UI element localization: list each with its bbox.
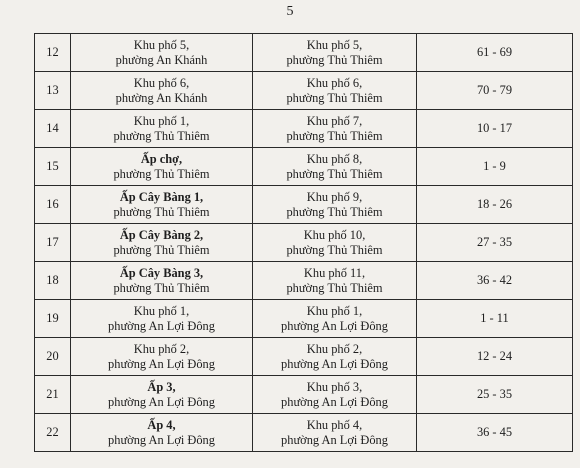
- page-number: 5: [286, 4, 294, 19]
- row-number-cell: 18: [35, 262, 71, 300]
- new-name-line1: Khu phố 7,: [306, 113, 363, 128]
- row-number-cell: 17: [35, 224, 71, 262]
- old-name-cell: [71, 186, 253, 224]
- table-row: [35, 300, 573, 338]
- old-name-cell: [71, 300, 253, 338]
- old-name-cell: [71, 224, 253, 262]
- new-name-cell: [253, 224, 417, 262]
- new-name-cell: [253, 72, 417, 110]
- old-name-line1: Ấp Cây Bàng 2,: [119, 227, 204, 242]
- new-name-cell: [253, 34, 417, 72]
- new-name-line1: Khu phố 5,: [306, 37, 363, 52]
- row-number-cell: 13: [35, 72, 71, 110]
- new-name-line2: phường Thủ Thiêm: [286, 280, 383, 295]
- old-name-line1: Ấp Cây Bàng 3,: [119, 265, 204, 280]
- new-name-cell: [253, 300, 417, 338]
- row-number-cell: 21: [35, 376, 71, 414]
- old-name-line1: Ấp Cây Bàng 1,: [119, 189, 204, 204]
- new-name-line1: Khu phố 9,: [306, 189, 363, 204]
- new-name-cell: [253, 376, 417, 414]
- old-name-line1: Khu phố 2,: [133, 341, 190, 356]
- new-name-cell: [253, 186, 417, 224]
- old-name-cell: [71, 72, 253, 110]
- old-name-line2: phường An Khánh: [115, 90, 208, 105]
- table-row: [35, 414, 573, 452]
- old-name-line1: Khu phố 1,: [133, 113, 190, 128]
- row-number-cell: 22: [35, 414, 71, 452]
- table-row: [35, 148, 573, 186]
- table-row: [35, 338, 573, 376]
- new-name-line2: phường An Lợi Đông: [281, 356, 388, 371]
- old-name-cell: [71, 34, 253, 72]
- group-range-cell: 61 - 69: [417, 34, 573, 72]
- group-range-cell: 36 - 45: [417, 414, 573, 452]
- row-number-cell: 12: [35, 34, 71, 72]
- old-name-line1: Khu phố 1,: [133, 303, 190, 318]
- table-body: [35, 34, 573, 452]
- table-row: [35, 110, 573, 148]
- group-range-cell: 12 - 24: [417, 338, 573, 376]
- old-name-line2: phường An Lợi Đông: [108, 394, 215, 409]
- new-name-line2: phường An Lợi Đông: [281, 432, 388, 447]
- row-number-cell: 14: [35, 110, 71, 148]
- row-number-cell: 19: [35, 300, 71, 338]
- table-row: [35, 186, 573, 224]
- new-name-cell: [253, 338, 417, 376]
- new-name-line1: Khu phố 3,: [306, 379, 363, 394]
- group-range-cell: 10 - 17: [417, 110, 573, 148]
- table-row: [35, 262, 573, 300]
- old-name-line2: phường Thủ Thiêm: [113, 280, 210, 295]
- table-row: [35, 72, 573, 110]
- group-range-cell: 1 - 11: [417, 300, 573, 338]
- old-name-cell: [71, 148, 253, 186]
- table-row: [35, 34, 573, 72]
- row-number-cell: 15: [35, 148, 71, 186]
- new-name-line1: Khu phố 1,: [306, 303, 363, 318]
- new-name-cell: [253, 148, 417, 186]
- new-name-line2: phường Thủ Thiêm: [286, 166, 383, 181]
- old-name-line2: phường An Lợi Đông: [108, 318, 215, 333]
- new-name-line2: phường Thủ Thiêm: [286, 242, 383, 257]
- old-name-cell: [71, 110, 253, 148]
- new-name-line2: phường An Lợi Đông: [281, 318, 388, 333]
- row-number-cell: 16: [35, 186, 71, 224]
- old-name-cell: [71, 262, 253, 300]
- group-range-cell: 25 - 35: [417, 376, 573, 414]
- new-name-line1: Khu phố 2,: [306, 341, 363, 356]
- neighborhood-table: [34, 33, 573, 452]
- group-range-cell: 36 - 42: [417, 262, 573, 300]
- old-name-line2: phường An Lợi Đông: [108, 432, 215, 447]
- new-name-line1: Khu phố 8,: [306, 151, 363, 166]
- new-name-line2: phường Thủ Thiêm: [286, 90, 383, 105]
- table-row: [35, 376, 573, 414]
- old-name-line1: Ấp 3,: [147, 379, 176, 394]
- new-name-line2: phường Thủ Thiêm: [286, 204, 383, 219]
- group-range-cell: 27 - 35: [417, 224, 573, 262]
- old-name-line1: Khu phố 5,: [133, 37, 190, 52]
- row-number-cell: 20: [35, 338, 71, 376]
- new-name-line2: phường Thủ Thiêm: [286, 128, 383, 143]
- old-name-line2: phường Thủ Thiêm: [113, 204, 210, 219]
- new-name-line2: phường Thủ Thiêm: [286, 52, 383, 67]
- old-name-line2: phường Thủ Thiêm: [113, 242, 210, 257]
- new-name-cell: [253, 262, 417, 300]
- group-range-cell: 18 - 26: [417, 186, 573, 224]
- new-name-line1: Khu phố 11,: [303, 265, 366, 280]
- old-name-line1: Ấp chợ,: [140, 151, 183, 166]
- group-range-cell: 1 - 9: [417, 148, 573, 186]
- old-name-line2: phường Thủ Thiêm: [113, 166, 210, 181]
- table-row: [35, 224, 573, 262]
- new-name-line1: Khu phố 4,: [306, 417, 363, 432]
- new-name-line1: Khu phố 6,: [306, 75, 363, 90]
- new-name-cell: [253, 414, 417, 452]
- old-name-line2: phường Thủ Thiêm: [113, 128, 210, 143]
- old-name-cell: [71, 338, 253, 376]
- old-name-line2: phường An Lợi Đông: [108, 356, 215, 371]
- group-range-cell: 70 - 79: [417, 72, 573, 110]
- old-name-line1: Khu phố 6,: [133, 75, 190, 90]
- new-name-line1: Khu phố 10,: [303, 227, 366, 242]
- old-name-cell: [71, 376, 253, 414]
- old-name-line2: phường An Khánh: [115, 52, 208, 67]
- new-name-line2: phường An Lợi Đông: [281, 394, 388, 409]
- old-name-line1: Ấp 4,: [147, 417, 176, 432]
- new-name-cell: [253, 110, 417, 148]
- old-name-cell: [71, 414, 253, 452]
